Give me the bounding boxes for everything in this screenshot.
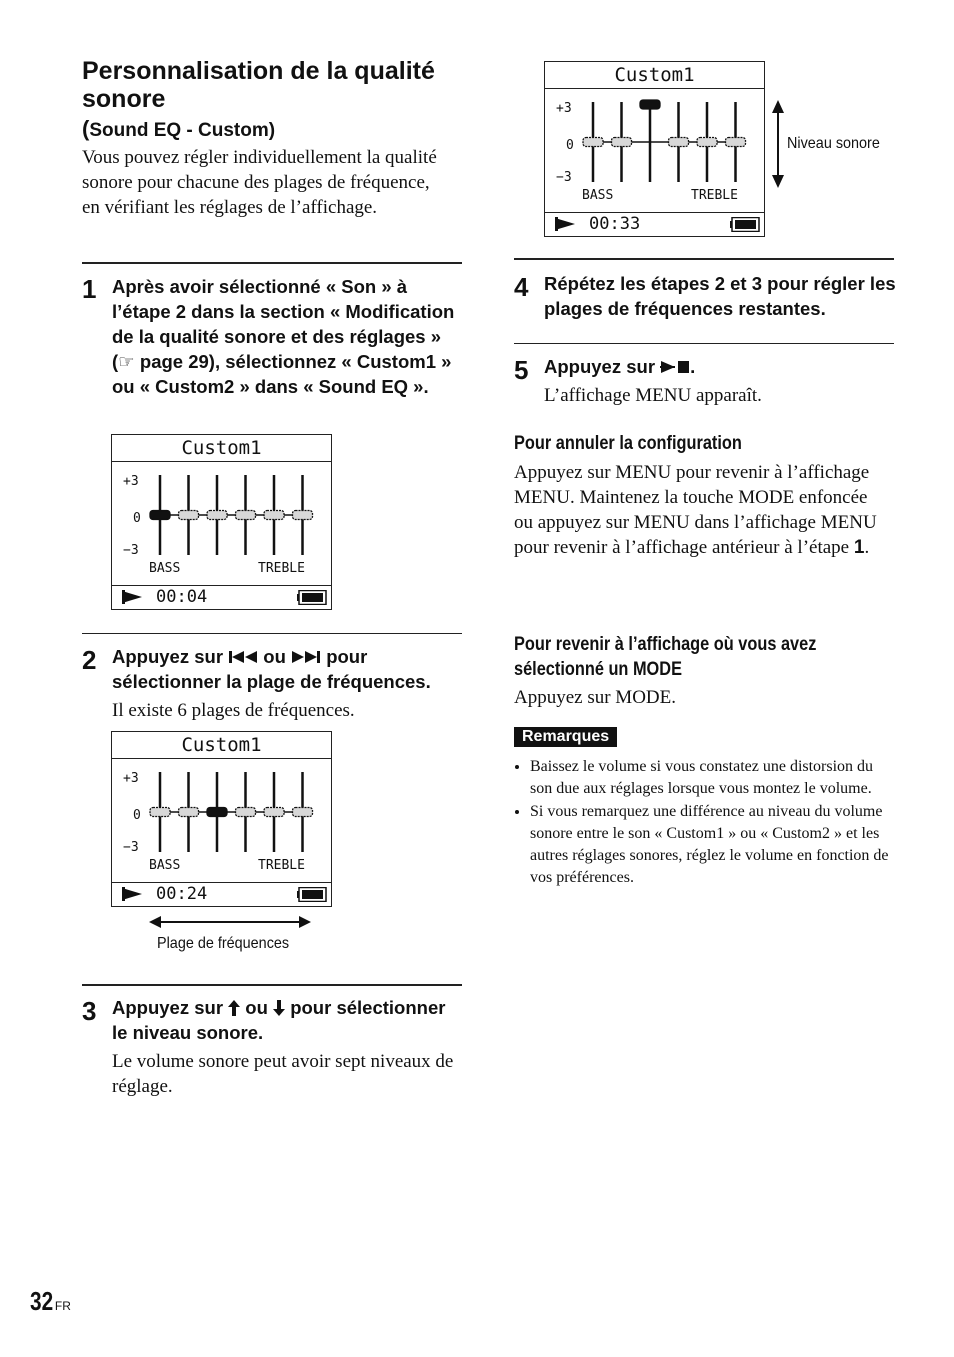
eq-knob: [612, 138, 632, 147]
step-number: 5: [514, 355, 529, 385]
axis-minus: −3: [556, 170, 572, 185]
axis-zero: 0: [133, 808, 141, 823]
eq-knob: [179, 511, 199, 520]
cancel-body-end: .: [864, 537, 870, 558]
play-icon: [122, 887, 144, 901]
step-number: 1: [82, 274, 97, 304]
step-5-text: [544, 354, 884, 379]
return-mode-heading: Pour revenir à l’affichage où vous avez sélectionné un MODE: [514, 634, 817, 680]
bass-label: BASS: [582, 188, 614, 203]
eq-knob: [293, 808, 313, 817]
eq-knob: [207, 511, 227, 520]
remarks-badge: Remarques: [514, 727, 617, 747]
axis-plus: +3: [123, 474, 139, 489]
return-mode-body: Appuyez sur MODE.: [514, 687, 677, 708]
eq-knob: [236, 511, 256, 520]
subtitle-paren: (: [82, 116, 90, 141]
remark-item: • Si vous remarquez une différence au niveau du volume sonore entre le son « Custom1 » ou « Custom2 » et les autres réglages sonores, réglez le volume en fonction de vos préférences.: [530, 801, 894, 889]
eq-knob: [293, 511, 313, 520]
treble-label: TREBLE: [258, 561, 305, 576]
axis-plus: +3: [556, 101, 572, 116]
double-arrow-horizontal-icon: [149, 913, 311, 931]
page-title: Personnalisation de la qualité sonore: [82, 57, 435, 113]
step-5-note: L’affichage MENU apparaît.: [544, 385, 762, 406]
step-number: 2: [82, 645, 97, 675]
eq-bars: [112, 461, 331, 561]
double-arrow-vertical-icon: [769, 100, 787, 188]
axis-minus: −3: [123, 840, 139, 855]
elapsed-time: 00:04: [156, 587, 208, 607]
step-2-text-a: Appuyez sur: [112, 646, 229, 667]
eq-bars: [545, 88, 764, 188]
step-5-text-a: Appuyez sur: [544, 356, 661, 377]
elapsed-time: 00:24: [156, 884, 208, 904]
cancel-heading: Pour annuler la configuration: [514, 433, 742, 454]
step-3-text-mid: ou: [240, 997, 274, 1018]
page-language: FR: [54, 1299, 71, 1313]
eq-knob-selected: [640, 100, 660, 109]
prev-track-icon: [228, 650, 258, 664]
eq-knob: [697, 138, 717, 147]
screen-footer: [545, 212, 764, 236]
battery-icon: [730, 217, 760, 232]
step-3-text-a: Appuyez sur: [112, 997, 229, 1018]
step-1-text: [112, 274, 457, 399]
step-5-text-b: .: [690, 356, 696, 377]
play-stop-icon: [660, 360, 690, 374]
eq-screen-1: [111, 434, 332, 610]
bass-label: BASS: [149, 561, 181, 576]
step-number: 3: [82, 996, 97, 1026]
divider: [514, 258, 894, 260]
axis-zero: 0: [566, 138, 574, 153]
screen-footer: [112, 585, 331, 609]
eq-knob: [264, 808, 284, 817]
eq-knob: [726, 138, 746, 147]
eq-knob: [236, 808, 256, 817]
screen-title: Custom1: [112, 435, 331, 462]
eq-knob: [669, 138, 689, 147]
remarks-list: [514, 756, 894, 890]
step-3-text: [112, 995, 462, 1045]
step-2-text: [112, 644, 462, 694]
divider: [82, 984, 462, 986]
page-number-block: [30, 1286, 71, 1317]
step-2-text-b: pour sélectionner la plage de fréquences.: [112, 646, 431, 692]
remark-item: • Baissez le volume si vous constatez une distorsion du son due aux réglages lorsque vous montez le volume.: [530, 756, 894, 800]
step-1-text-b: page 29), sélectionnez « Custom1 » ou « Custom2 » dans « Sound EQ ».: [112, 351, 452, 397]
eq-knob: [583, 138, 603, 147]
treble-label: TREBLE: [258, 858, 305, 873]
step-reference: 1: [853, 537, 865, 558]
divider: [82, 262, 462, 264]
sound-level-caption: Niveau sonore: [787, 135, 880, 152]
page-number: 32: [30, 1286, 54, 1316]
axis-minus: −3: [123, 543, 139, 558]
screen-title: Custom1: [112, 732, 331, 759]
step-2-note: Il existe 6 plages de fréquences.: [112, 700, 355, 721]
eq-knob: [150, 808, 170, 817]
cancel-body-text: Appuyez sur MENU pour revenir à l’affichage MENU. Maintenez la touche MODE enfoncée ou appuyez sur MENU dans l’affichage MENU pour revenir à l’affichage antérieur à l’étape: [514, 462, 877, 558]
step-1-text-a: Après avoir sélectionné « Son » à l’étape 2 dans la section « Modification de la qualité sonore et des réglages » (: [112, 276, 455, 372]
eq-screen-2: [111, 731, 332, 907]
step-4-text: Répétez les étapes 2 et 3 pour régler les plages de fréquences restantes.: [544, 273, 896, 319]
eq-knob: [179, 808, 199, 817]
axis-plus: +3: [123, 771, 139, 786]
divider: [514, 343, 894, 344]
step-3-text-b: pour sélectionner le niveau sonore.: [112, 997, 446, 1043]
step-3-note: Le volume sonore peut avoir sept niveaux de réglage.: [112, 1051, 454, 1097]
reference-icon: ☞: [118, 351, 135, 372]
play-icon: [555, 217, 577, 231]
page-subtitle: [82, 116, 275, 142]
arrow-up-icon: [228, 1000, 240, 1016]
subtitle-text: Sound EQ - Custom): [89, 120, 276, 141]
battery-icon: [297, 887, 327, 902]
eq-bars: [112, 758, 331, 858]
screen-title: Custom1: [545, 62, 764, 89]
treble-label: TREBLE: [691, 188, 738, 203]
intro-paragraph: Vous pouvez régler individuellement la qualité sonore pour chacune des plages de fréquence, en vérifiant les réglages de l’affichage.: [82, 147, 437, 218]
play-icon: [122, 590, 144, 604]
next-track-icon: [291, 650, 321, 664]
axis-zero: 0: [133, 511, 141, 526]
freq-range-caption: Plage de fréquences: [157, 935, 290, 952]
step-number: 4: [514, 272, 529, 302]
eq-screen-3: [544, 61, 765, 237]
eq-knob-selected: [207, 808, 227, 817]
bass-label: BASS: [149, 858, 181, 873]
eq-knob-selected: [150, 511, 170, 520]
cancel-body: [514, 460, 884, 560]
divider: [82, 633, 462, 634]
step-2-text-mid: ou: [258, 646, 292, 667]
battery-icon: [297, 590, 327, 605]
eq-knob: [264, 511, 284, 520]
screen-footer: [112, 882, 331, 906]
arrow-down-icon: [273, 1000, 285, 1016]
elapsed-time: 00:33: [589, 214, 641, 234]
